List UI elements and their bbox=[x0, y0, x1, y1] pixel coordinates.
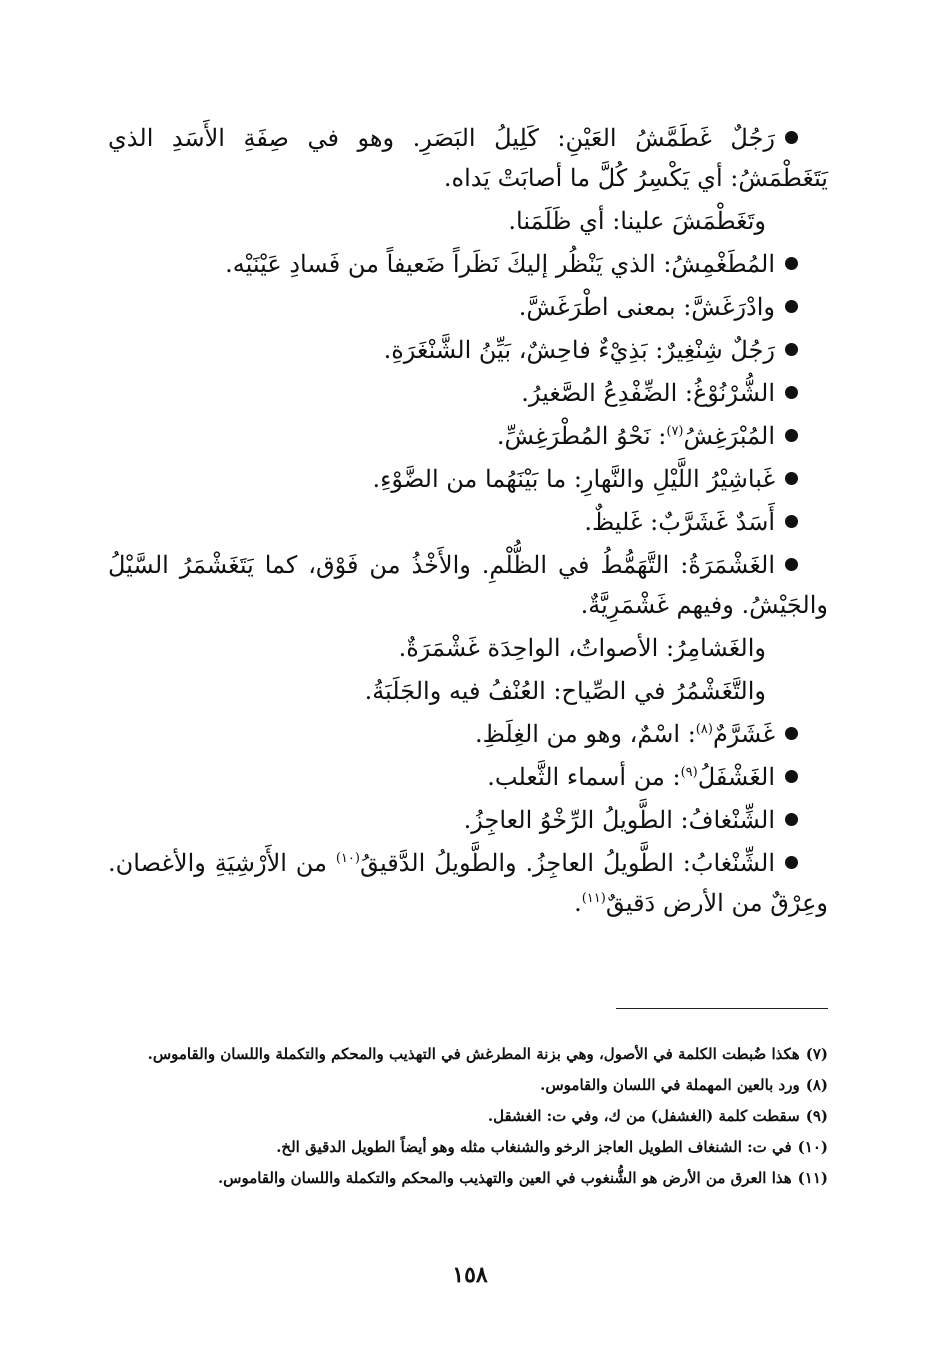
entry-shinghab bbox=[108, 843, 828, 923]
entry-ghashfal bbox=[108, 757, 828, 797]
footnote-number: (٧) bbox=[805, 1045, 828, 1063]
entry-shinghir bbox=[108, 330, 828, 370]
bullet-icon bbox=[785, 131, 798, 144]
entry-text: وادْرَغَشَّ: بمعنى اطْرَغَشَّ. bbox=[518, 293, 775, 321]
footnote-9 bbox=[108, 1102, 828, 1131]
bullet-icon bbox=[785, 558, 798, 571]
entry-text: والتَّغَشْمُرُ في الصِّياح: العُنْفُ فيه والجَلَبَةُ. bbox=[364, 677, 766, 705]
bullet-icon bbox=[785, 472, 798, 485]
entry-text: المُبْرَغِشُ bbox=[683, 422, 775, 450]
entry-text-cont: : من أسماء الثَّعلب. bbox=[487, 763, 681, 791]
entry-text: الغَشْمَرَةُ: التَّهَمُّطُ في الظُّلْمِ. والأَخْذُ من فَوْق، كما يَتَغَشْمَرُ السَّيْلُ والجَيْشُ. وفيهم غَشْمَرِيَّةٌ. bbox=[108, 551, 828, 619]
footnote-text: ورد بالعين المهملة في اللسان والقاموس. bbox=[540, 1076, 800, 1094]
footnote-text: في ت: الشنغاف الطويل العاجز الرخو والشنغاب مثله وهو أيضاً الطويل الدقيق الخ. bbox=[276, 1138, 792, 1156]
footnote-text: هذا العرق من الأرض هو الشُّنغوب في العين والتهذيب والمحكم والتكملة واللسان والقاموس. bbox=[217, 1169, 792, 1187]
entry-text: الشِّنْغافُ: الطَّويلُ الرِّخْوُ العاجِزُ. bbox=[463, 806, 775, 834]
bullet-icon bbox=[785, 386, 798, 399]
footnote-number: (١٠) bbox=[797, 1138, 828, 1156]
entry-text: أَسَدٌ غَشَرَّبٌ: غَليظٌ. bbox=[584, 508, 775, 536]
bullet-icon bbox=[785, 343, 798, 356]
entry-text: الغَشْفَلُ bbox=[697, 763, 775, 791]
entry-mutaghmish bbox=[108, 244, 828, 284]
entry-text: رَجُلٌ شِنْغِيرٌ: بَذِيْءٌ فاحِشٌ، بَيِّنُ الشَّنْغَرَةِ. bbox=[383, 336, 775, 364]
entry-text: المُطَغْمِشُ: الذي يَنْظُر إليكَ نَظَراً ضَعيفاً من فَسادِ عَيْنَيْه. bbox=[225, 250, 775, 278]
footnote-number: (٩) bbox=[805, 1107, 828, 1125]
entry-text: والغَشامِرُ: الأصواتُ، الواحِدَة غَشْمَرَةٌ. bbox=[398, 634, 766, 662]
entry-text: غَباشِيْرُ اللَّيْلِ والنَّهارِ: ما بَيْنَهُما من الضَّوْءِ. bbox=[372, 465, 775, 493]
footnote-11 bbox=[108, 1164, 828, 1193]
main-text bbox=[108, 118, 828, 926]
footnote-10 bbox=[108, 1133, 828, 1162]
entry-text: الشِّنْغابُ: الطَّويلُ العاجِزُ. والطَّويلُ الدَّقيقُ bbox=[359, 849, 775, 877]
entry-ghashmara bbox=[108, 545, 828, 625]
entry-idraghash bbox=[108, 287, 828, 327]
bullet-icon bbox=[785, 515, 798, 528]
entry-text: الشُّرْنُوْغُ: الضِّفْدِعُ الصَّغيرُ. bbox=[521, 379, 775, 407]
footnote-number: (١١) bbox=[797, 1169, 828, 1187]
bullet-icon bbox=[785, 429, 798, 442]
entry-text-cont: : اسْمٌ، وهو من الغِلَظِ. bbox=[475, 720, 696, 748]
entry-ghashamir bbox=[108, 628, 828, 668]
entry-text-end: . bbox=[574, 889, 582, 917]
page-number: ١٥٨ bbox=[452, 1262, 488, 1288]
entry-ghasharram bbox=[108, 714, 828, 754]
footnote-text: هكذا ضُبطت الكلمة في الأصول، وهي بزنة المطرغش في التهذيب والمحكم والتكملة واللسان والقاموس. bbox=[147, 1045, 800, 1063]
footnote-text: سقطت كلمة (الغشفل) من ك، وفي ت: الغشقل. bbox=[487, 1107, 800, 1125]
bullet-icon bbox=[785, 300, 798, 313]
footnote-divider bbox=[616, 1008, 828, 1009]
entry-taghatmash bbox=[108, 201, 828, 241]
entry-ghabashir bbox=[108, 459, 828, 499]
entry-shurnugh bbox=[108, 373, 828, 413]
footnote-ref[interactable]: (٩) bbox=[680, 765, 698, 780]
footnotes bbox=[108, 1040, 828, 1195]
footnote-ref[interactable]: (٧) bbox=[666, 424, 684, 439]
entry-taghashmur bbox=[108, 671, 828, 711]
bullet-icon bbox=[785, 770, 798, 783]
footnote-7 bbox=[108, 1040, 828, 1069]
bullet-icon bbox=[785, 813, 798, 826]
bullet-icon bbox=[785, 257, 798, 270]
entry-text-cont: : نَحْوُ المُطْرَغِشِّ. bbox=[496, 422, 667, 450]
entry-text: غَشَرَّمٌ bbox=[712, 720, 775, 748]
bullet-icon bbox=[785, 727, 798, 740]
entry-mubraghish bbox=[108, 416, 828, 456]
bullet-icon bbox=[785, 856, 798, 869]
entry-ghatammash bbox=[108, 118, 828, 198]
entry-text: وتَغَطْمَشَ علينا: أي ظَلَمَنا. bbox=[508, 207, 766, 235]
entry-shinghaf bbox=[108, 800, 828, 840]
footnote-ref[interactable]: (١١) bbox=[581, 891, 606, 906]
footnote-ref[interactable]: (٨) bbox=[695, 722, 713, 737]
footnote-8 bbox=[108, 1071, 828, 1100]
entry-ghasharrab bbox=[108, 502, 828, 542]
entry-text: رَجُلٌ غَطَمَّشُ العَيْنِ: كَلِيلُ البَصَرِ. وهو في صِفَةِ الأَسَدِ الذي يَتَغَطْمَشُ: أي يَكْسِرُ كُلَّ ما أصابَتْ يَداه. bbox=[108, 124, 828, 192]
footnote-ref[interactable]: (١٠) bbox=[335, 851, 360, 866]
footnote-number: (٨) bbox=[805, 1076, 828, 1094]
entry-text-cont: من الأَرْشِيَةِ والأغصان. وعِرْقٌ من الأرض دَقيقٌ bbox=[108, 849, 828, 917]
